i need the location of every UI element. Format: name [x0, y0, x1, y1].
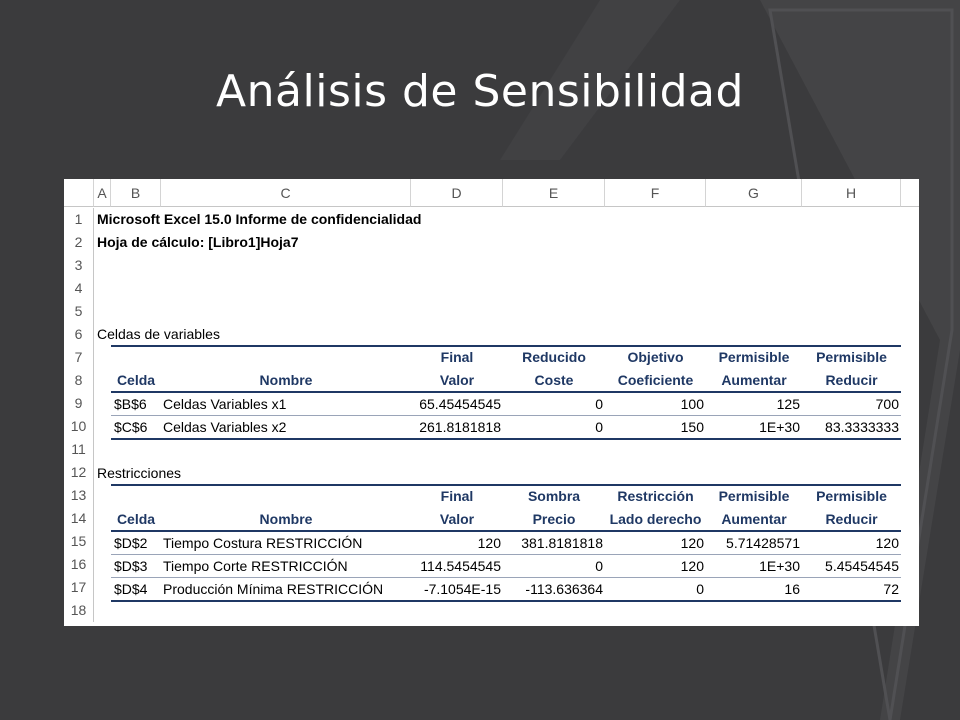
column-header[interactable]: F — [605, 179, 706, 207]
table-cell[interactable]: 120 — [477, 535, 501, 551]
con-header-final[interactable]: Final — [440, 488, 474, 504]
table-cell[interactable]: 0 — [595, 558, 603, 574]
table-cell[interactable]: $D$4 — [114, 581, 148, 597]
row-header[interactable]: 11 — [64, 438, 94, 461]
column-header[interactable]: D — [411, 179, 503, 207]
variables-section-label[interactable]: Celdas de variables — [97, 326, 220, 342]
row-header[interactable]: 17 — [64, 576, 94, 599]
table-cell[interactable]: $D$2 — [114, 535, 148, 551]
table-cell[interactable]: Tiempo Costura RESTRICCIÓN — [163, 535, 363, 551]
row-header[interactable]: 15 — [64, 530, 94, 553]
row-header[interactable]: 12 — [64, 461, 94, 484]
table-cell[interactable]: 5.71428571 — [726, 535, 800, 551]
table-cell[interactable]: 65.45454545 — [419, 396, 501, 412]
con-header-lado-derecho[interactable]: Lado derecho — [609, 511, 702, 527]
con-header-aumentar[interactable]: Aumentar — [721, 511, 787, 527]
column-headers — [64, 179, 919, 208]
row-header[interactable]: 1 — [64, 208, 94, 231]
table-border-bottom — [111, 438, 901, 440]
var-header-permisible[interactable]: Permisible — [816, 349, 887, 365]
table-cell[interactable]: Celdas Variables x2 — [163, 419, 287, 435]
row-header[interactable]: 3 — [64, 254, 94, 277]
con-header-reducir[interactable]: Reducir — [825, 511, 878, 527]
var-header-nombre[interactable]: Nombre — [259, 372, 313, 388]
column-header[interactable]: E — [503, 179, 605, 207]
table-cell[interactable]: 114.5454545 — [420, 558, 501, 574]
var-header-final[interactable]: Final — [440, 349, 474, 365]
row-header[interactable]: 10 — [64, 415, 94, 438]
table-cell[interactable]: 100 — [680, 396, 704, 412]
con-header-permisible[interactable]: Permisible — [718, 488, 790, 504]
column-header[interactable]: H — [802, 179, 901, 207]
var-header-reducir[interactable]: Reducir — [825, 372, 878, 388]
table-cell[interactable]: 125 — [776, 396, 800, 412]
con-header-nombre[interactable]: Nombre — [259, 511, 313, 527]
table-cell[interactable]: 72 — [883, 581, 899, 597]
spreadsheet — [64, 179, 919, 626]
var-header-coeficiente[interactable]: Coeficiente — [617, 372, 694, 388]
table-cell[interactable]: Producción Mínima RESTRICCIÓN — [163, 581, 384, 597]
table-cell[interactable]: $B$6 — [114, 396, 147, 412]
table-cell[interactable]: $D$3 — [114, 558, 148, 574]
table-cell[interactable]: 700 — [875, 396, 899, 412]
table-cell[interactable]: 83.3333333 — [825, 419, 899, 435]
table-cell[interactable]: Celdas Variables x1 — [163, 396, 287, 412]
table-cell[interactable]: 1E+30 — [759, 419, 800, 435]
var-header-celda[interactable]: Celda — [116, 372, 156, 388]
table-cell[interactable]: 150 — [680, 419, 704, 435]
con-header-celda[interactable]: Celda — [116, 511, 156, 527]
table-cell[interactable]: 1E+30 — [759, 558, 800, 574]
con-header-restriccion[interactable]: Restricción — [617, 488, 694, 504]
column-header[interactable]: C — [161, 179, 411, 207]
row-header[interactable]: 8 — [64, 369, 94, 392]
row-header[interactable]: 18 — [64, 599, 94, 622]
row-header[interactable]: 4 — [64, 277, 94, 300]
var-header-permisible[interactable]: Permisible — [718, 349, 790, 365]
table-cell[interactable]: 120 — [680, 535, 704, 551]
slide-title: Análisis de Sensibilidad — [216, 66, 744, 117]
row-header[interactable]: 13 — [64, 484, 94, 507]
con-header-precio[interactable]: Precio — [532, 511, 576, 527]
table-border-bottom — [111, 600, 901, 602]
row-header[interactable]: 14 — [64, 507, 94, 530]
table-cell[interactable]: 0 — [696, 581, 704, 597]
row-header[interactable]: 6 — [64, 323, 94, 346]
var-header-objetivo[interactable]: Objetivo — [627, 349, 684, 365]
column-header[interactable]: G — [706, 179, 802, 207]
var-header-valor[interactable]: Valor — [439, 372, 475, 388]
constraints-section-label[interactable]: Restricciones — [97, 465, 182, 481]
table-cell[interactable]: -7.1054E-15 — [423, 581, 501, 597]
select-all-corner[interactable] — [64, 179, 94, 207]
table-cell[interactable]: 261.8181818 — [419, 419, 501, 435]
table-cell[interactable]: 16 — [784, 581, 800, 597]
row-header[interactable]: 16 — [64, 553, 94, 576]
table-cell[interactable]: $C$6 — [114, 419, 148, 435]
table-cell[interactable]: 120 — [680, 558, 704, 574]
table-cell[interactable]: Tiempo Corte RESTRICCIÓN — [163, 558, 348, 574]
table-cell[interactable]: 5.45454545 — [825, 558, 899, 574]
row-header[interactable]: 5 — [64, 300, 94, 323]
column-header-empty — [901, 179, 919, 207]
con-header-permisible[interactable]: Permisible — [816, 488, 887, 504]
row-header[interactable]: 9 — [64, 392, 94, 415]
var-header-aumentar[interactable]: Aumentar — [721, 372, 787, 388]
table-cell[interactable]: 0 — [595, 396, 603, 412]
var-header-coste[interactable]: Coste — [534, 372, 574, 388]
row-header[interactable]: 2 — [64, 231, 94, 254]
con-header-sombra[interactable]: Sombra — [527, 488, 581, 504]
report-title-cell[interactable]: Microsoft Excel 15.0 Informe de confidencialidad — [97, 211, 422, 227]
con-header-valor[interactable]: Valor — [439, 511, 475, 527]
table-cell[interactable]: -113.636364 — [525, 581, 603, 597]
table-cell[interactable]: 120 — [875, 535, 899, 551]
var-header-reducido[interactable]: Reducido — [522, 349, 586, 365]
table-cell[interactable]: 381.8181818 — [521, 535, 603, 551]
column-header[interactable]: A — [94, 179, 111, 207]
row-header[interactable]: 7 — [64, 346, 94, 369]
worksheet-name-cell[interactable]: Hoja de cálculo: [Libro1]Hoja7 — [97, 234, 299, 250]
table-cell[interactable]: 0 — [595, 419, 603, 435]
column-header[interactable]: B — [111, 179, 161, 207]
